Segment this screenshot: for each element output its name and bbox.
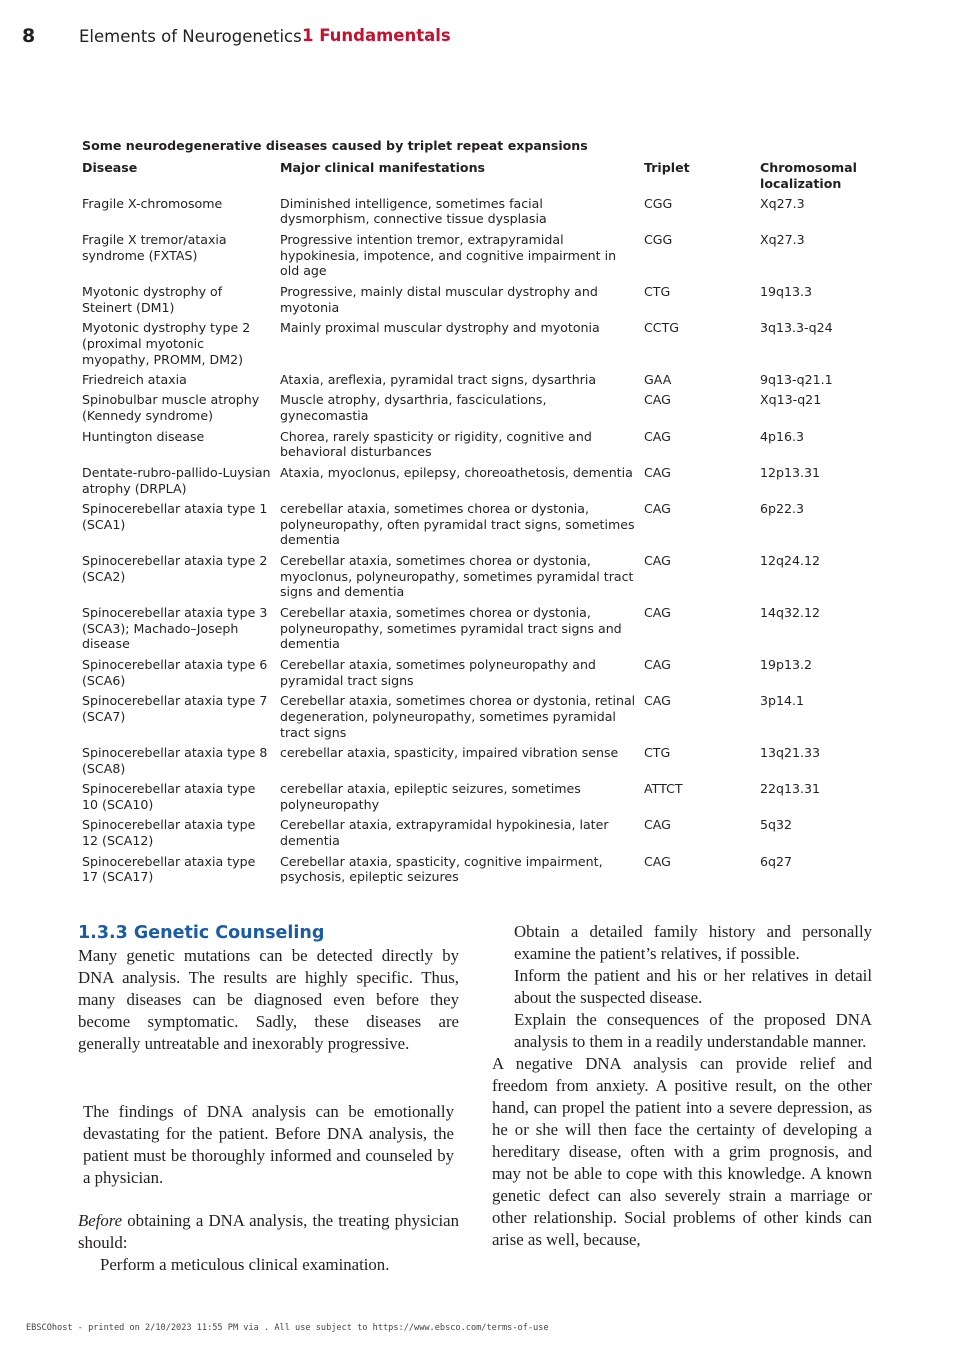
cell-manifestations: Progressive intention tremor, extrapyramidal hypokinesia, impotence, and cognitive impairment in old age [280, 231, 617, 279]
cell-triplet: CCTG [644, 319, 680, 335]
left-column [78, 921, 459, 1055]
cell-disease: Spinobulbar muscle atrophy (Kennedy syndrome) [82, 392, 260, 424]
table-row [82, 320, 882, 372]
cell-manifestations: Progressive, mainly distal muscular dystrophy and myotonia [280, 283, 598, 315]
cell-disease: Friedreich ataxia [82, 371, 187, 387]
note-paragraph: The findings of DNA analysis can be emotionally devastating for the patient. Before DNA analysis, the patient must be thoroughly informed and counseled by a physician. [83, 1102, 454, 1187]
cell-localization: 6p22.3 [760, 500, 805, 516]
table-row [82, 429, 882, 465]
cell-localization: 14q32.12 [760, 604, 821, 620]
table-row [82, 284, 882, 320]
table-row [82, 657, 882, 693]
cell-disease: Fragile X tremor/ataxia syndrome (FXTAS) [82, 231, 227, 263]
table-row [82, 196, 882, 232]
cell-localization: 6q27 [760, 853, 793, 869]
cell-triplet: CGG [644, 231, 673, 247]
cell-localization: 19p13.2 [760, 656, 813, 672]
step-item: Inform the patient and his or her relatives in detail about the suspected disease. [514, 966, 872, 1007]
cell-localization: Xq13-q21 [760, 392, 822, 408]
cell-localization: Xq27.3 [760, 195, 805, 211]
cell-localization: 3q13.3-q24 [760, 319, 833, 335]
table-row [82, 232, 882, 284]
chapter-title: 1 Fundamentals [302, 26, 451, 45]
cell-triplet: GAA [644, 371, 672, 387]
cell-manifestations: Chorea, rarely spasticity or rigidity, cognitive and behavioral disturbances [280, 428, 592, 460]
cell-triplet: CAG [644, 853, 671, 869]
cell-manifestations: Cerebellar ataxia, extrapyramidal hypokinesia, later dementia [280, 817, 609, 849]
cell-manifestations: Ataxia, myoclonus, epilepsy, choreoathetosis, dementia [280, 464, 633, 480]
book-title: Elements of Neurogenetics [79, 27, 302, 46]
cell-triplet: ATTCT [644, 781, 683, 797]
cell-localization: 22q13.31 [760, 781, 821, 797]
cell-localization: 5q32 [760, 817, 793, 833]
cell-triplet: CAG [644, 693, 671, 709]
table-header-row [82, 160, 882, 196]
cell-triplet: CAG [644, 552, 671, 568]
cell-disease: Spinocerebellar ataxia type 12 (SCA12) [82, 817, 256, 849]
table-body [82, 196, 882, 890]
cell-disease: Spinocerebellar ataxia type 8 (SCA8) [82, 745, 268, 776]
cell-triplet: CAG [644, 604, 671, 620]
cell-manifestations: cerebellar ataxia, spasticity, impaired vibration sense [280, 745, 619, 761]
cell-disease: Spinocerebellar ataxia type 6 (SCA6) [82, 656, 268, 688]
column-header-manifestations: Major clinical manifestations [280, 160, 486, 175]
table-row [82, 745, 882, 781]
cell-manifestations: cerebellar ataxia, epileptic seizures, sometimes polyneuropathy [280, 781, 581, 812]
cell-localization: 4p16.3 [760, 428, 805, 444]
cell-localization: Xq27.3 [760, 231, 805, 247]
cell-disease: Spinocerebellar ataxia type 3 (SCA3); Machado–Joseph disease [82, 604, 268, 652]
cell-manifestations: Mainly proximal muscular dystrophy and myotonia [280, 319, 600, 335]
table-row [82, 465, 882, 501]
intro-paragraph: Many genetic mutations can be detected directly by DNA analysis. The results are highly specific. Thus, many diseases can be diagnosed even before they become symptomatic. Sadly, these diseases are generally untreatable and inexorably progressive. [78, 946, 459, 1053]
table-row [82, 372, 882, 392]
cell-manifestations: Cerebellar ataxia, sometimes chorea or dystonia, myoclonus, polyneuropathy, sometimes pyramidal tract signs and dementia [280, 552, 634, 600]
cell-manifestations: Muscle atrophy, dysarthria, fasciculations, gynecomastia [280, 392, 547, 424]
cell-disease: Dentate-rubro-pallido-Luysian atrophy (DRPLA) [82, 464, 271, 496]
cell-localization: 13q21.33 [760, 745, 821, 761]
table-row [82, 817, 882, 853]
cell-localization: 12p13.31 [760, 464, 821, 480]
page-number: 8 [22, 25, 36, 47]
cell-triplet: CAG [644, 464, 671, 480]
right-column [492, 921, 872, 1251]
step-item: Explain the consequences of the proposed DNA analysis to them in a readily understandable manner. [514, 1010, 872, 1051]
cell-disease: Spinocerebellar ataxia type 17 (SCA17) [82, 853, 256, 885]
table-row [82, 501, 882, 553]
before-paragraph [78, 1210, 459, 1254]
cell-manifestations: Diminished intelligence, sometimes facial dysmorphism, connective tissue dysplasia [280, 195, 547, 227]
table-row [82, 693, 882, 745]
cell-triplet: CAG [644, 817, 671, 833]
cell-manifestations: cerebellar ataxia, sometimes chorea or dystonia, polyneuropathy, often pyramidal tract signs, sometimes dementia [280, 500, 635, 548]
cell-triplet: CGG [644, 195, 673, 211]
cell-disease: Spinocerebellar ataxia type 1 (SCA1) [82, 500, 268, 532]
triplet-repeat-table [82, 138, 882, 890]
cell-manifestations: Cerebellar ataxia, sometimes chorea or dystonia, polyneuropathy, sometimes pyramidal tract signs and dementia [280, 604, 622, 652]
cell-manifestations: Cerebellar ataxia, spasticity, cognitive impairment, psychosis, epileptic seizures [280, 853, 603, 885]
conclusion-paragraph: A negative DNA analysis can provide relief and freedom from anxiety. A positive result, on the other hand, can propel the patient into a severe depression, as he or she will then face the certainty of developing a hereditary disease, often with a grim prognosis, and may not be able to cope with this knowledge. A known genetic defect can also severely strain a marriage or other relationship. Social problems of other kinds can arise as well, because, [492, 1054, 872, 1249]
before-text [78, 1210, 459, 1254]
cell-localization: 3p14.1 [760, 693, 805, 709]
column-header-triplet: Triplet [644, 160, 690, 175]
disease-table [82, 160, 882, 890]
cell-triplet: CAG [644, 428, 671, 444]
table-row [82, 392, 882, 428]
cell-disease: Spinocerebellar ataxia type 7 (SCA7) [82, 693, 268, 724]
before-emphasis: Before [78, 1211, 123, 1230]
before-rest: obtaining a DNA analysis, the treating physician should: [78, 1211, 459, 1252]
cell-triplet: CAG [644, 656, 671, 672]
cell-localization: 19q13.3 [760, 283, 813, 299]
cell-disease: Huntington disease [82, 428, 205, 444]
table-row [82, 781, 882, 817]
table-row [82, 854, 882, 890]
column-header-localization: Chromosomal localization [760, 160, 857, 191]
cell-manifestations: Ataxia, areflexia, pyramidal tract signs, dysarthria [280, 371, 597, 387]
table-row [82, 553, 882, 605]
column-header-disease: Disease [82, 160, 138, 175]
cell-triplet: CTG [644, 745, 671, 761]
cell-localization: 9q13-q21.1 [760, 371, 833, 387]
table-caption: Some neurodegenerative diseases caused by triplet repeat expansions [82, 138, 588, 153]
cell-disease: Myotonic dystrophy of Steinert (DM1) [82, 283, 223, 315]
step-item: Obtain a detailed family history and personally examine the patient’s relatives, if possible. [514, 922, 872, 963]
cell-disease: Spinocerebellar ataxia type 2 (SCA2) [82, 552, 268, 584]
step-item: Perform a meticulous clinical examination. [100, 1255, 390, 1274]
page-header [0, 24, 956, 52]
section-heading: 1.3.3 Genetic Counseling [78, 923, 325, 943]
cell-disease: Spinocerebellar ataxia type 10 (SCA10) [82, 781, 256, 812]
cell-triplet: CTG [644, 283, 671, 299]
cell-localization: 12q24.12 [760, 552, 821, 568]
cell-triplet: CAG [644, 500, 671, 516]
cell-disease: Fragile X-chromosome [82, 195, 223, 211]
print-footer: EBSCOhost - printed on 2/10/2023 11:55 PM via . All use subject to https://www.ebsco.com/terms-of-use [26, 1323, 549, 1333]
cell-disease: Myotonic dystrophy type 2 (proximal myotonic myopathy, PROMM, DM2) [82, 319, 251, 367]
cell-triplet: CAG [644, 392, 671, 408]
cell-manifestations: Cerebellar ataxia, sometimes chorea or dystonia, retinal degeneration, polyneuropathy, sometimes pyramidal tract signs [280, 693, 636, 740]
table-row [82, 605, 882, 657]
cell-manifestations: Cerebellar ataxia, sometimes polyneuropathy and pyramidal tract signs [280, 656, 596, 688]
